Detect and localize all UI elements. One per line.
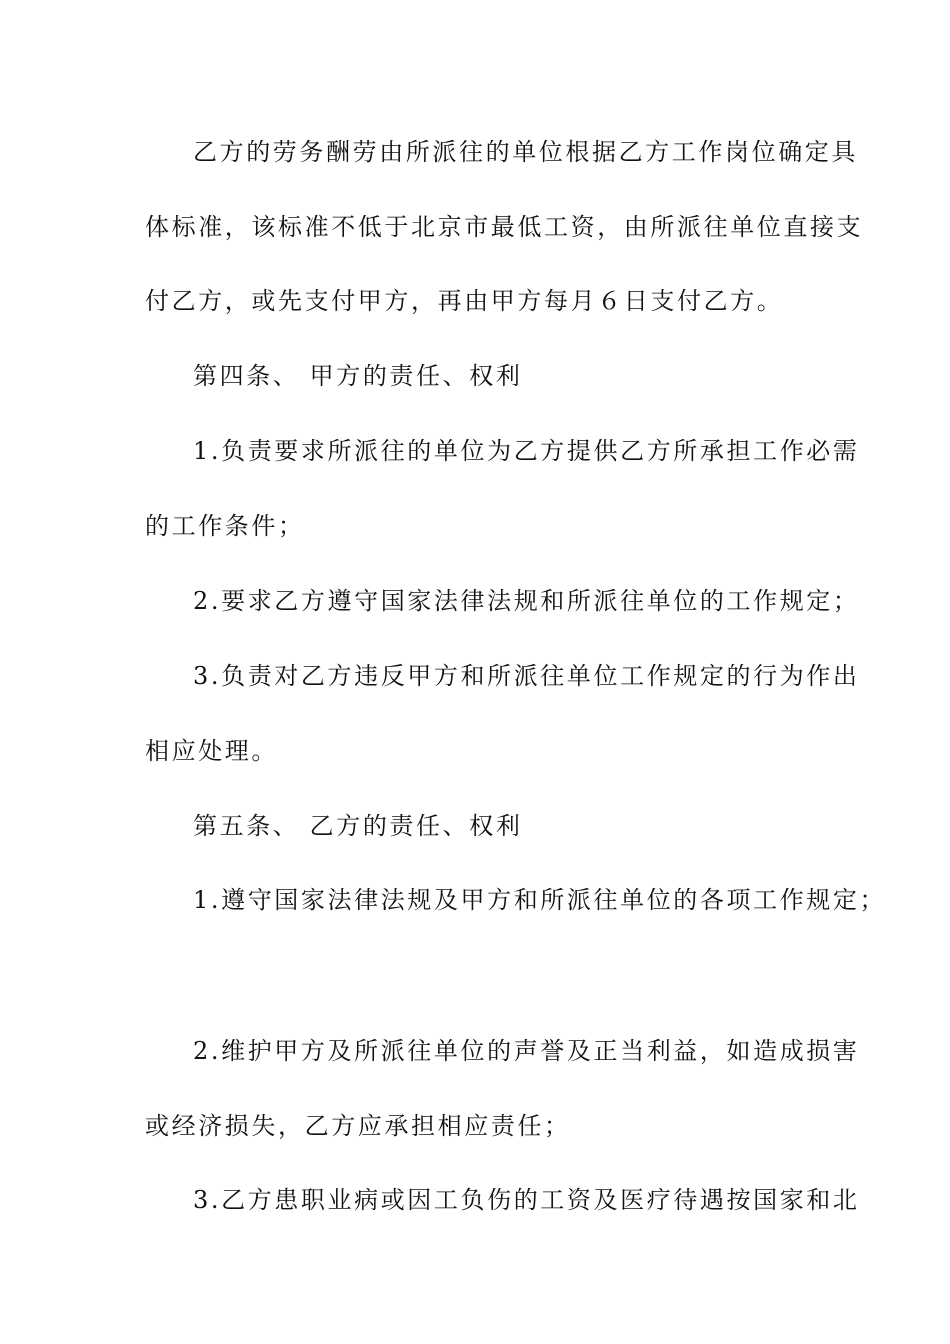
list-item-line: 3.负责对乙方违反甲方和所派往单位工作规定的行为作出: [193, 662, 860, 690]
list-item-line: 或经济损失，乙方应承担相应责任；: [145, 1112, 571, 1140]
paragraph-line: 付乙方，或先支付甲方，再由甲方每月６日支付乙方。: [145, 287, 784, 315]
list-item-line: 3.乙方患职业病或因工负伤的工资及医疗待遇按国家和北: [193, 1186, 860, 1214]
paragraph-line: 乙方的劳务酬劳由所派往的单位根据乙方工作岗位确定具: [193, 138, 858, 166]
list-item-line: 1.负责要求所派往的单位为乙方提供乙方所承担工作必需: [193, 437, 860, 465]
section-heading: 第五条、 乙方的责任、权利: [193, 812, 523, 840]
list-item-line: 2.要求乙方遵守国家法律法规和所派往单位的工作规定；: [193, 587, 860, 615]
list-item-line: 1.遵守国家法律法规及甲方和所派往单位的各项工作规定；: [193, 886, 887, 914]
paragraph-line: 体标准，该标准不低于北京市最低工资，由所派往单位直接支: [145, 213, 864, 241]
list-item-line: 2.维护甲方及所派往单位的声誉及正当利益，如造成损害: [193, 1037, 860, 1065]
list-item-line: 相应处理。: [145, 737, 278, 765]
section-heading: 第四条、 甲方的责任、权利: [193, 362, 523, 390]
list-item-line: 的工作条件；: [145, 512, 305, 540]
